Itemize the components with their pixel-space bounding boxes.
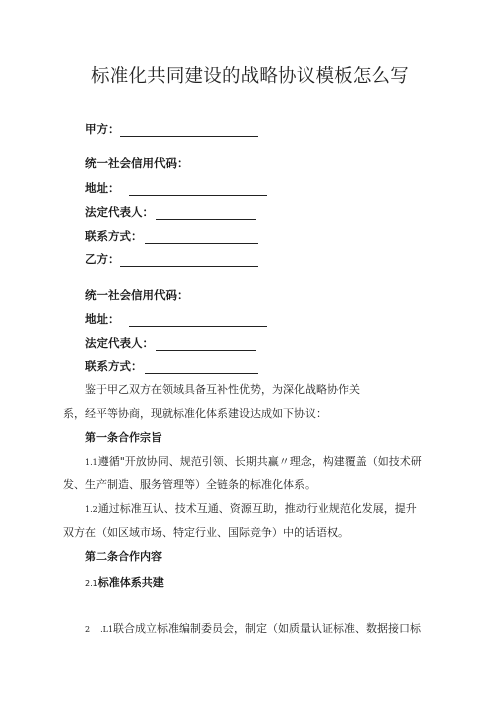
party-b-contact-blank[interactable] (145, 360, 258, 374)
article-2-heading: 第二条合作内容 (85, 550, 162, 563)
intro-line-2: 系，经平等协商，现就标准化体系建设达成如下协议： (63, 407, 327, 420)
party-b-credit-label: 统一社会信用代码： (85, 288, 189, 302)
party-a-contact-label: 联系方式： (85, 229, 143, 243)
article-1-p2-line-1 (85, 500, 417, 516)
party-a-rep-blank[interactable] (156, 206, 256, 220)
document-title: 标准化共同建设的战略协议模板怎么写 (91, 66, 409, 87)
party-b-address-blank[interactable] (129, 313, 267, 327)
party-a-credit-label: 统一社会信用代码： (85, 156, 189, 170)
party-a-credit-row (85, 155, 189, 171)
clause-text: 联合成立标准编制委员会，制定（如质量认证标准、数据接口标 (113, 622, 422, 635)
party-a-contact-row (85, 228, 258, 244)
article-1-p1-line-2: 发、生产制造、服务管理等）全链条的标准化体系。 (63, 478, 316, 491)
party-b-rep-blank[interactable] (156, 337, 256, 351)
party-a-rep-row (85, 204, 256, 220)
clause-number: 2 (85, 625, 91, 634)
party-a-label: 甲方： (85, 122, 120, 136)
clause-text: 通过标准互认、技术互通、资源互助，推动行业规范化发展，提升 (97, 502, 417, 515)
article-2-p-line-1 (85, 620, 421, 636)
party-b-rep-row (85, 335, 256, 351)
party-a-row (85, 121, 258, 137)
party-b-label: 乙方： (85, 252, 120, 266)
article-2-1-heading (85, 574, 164, 590)
party-a-rep-label: 法定代表人： (85, 205, 154, 219)
party-b-contact-row (85, 358, 258, 374)
article-1-p2-line-2: 双方在（如区域市场、特定行业、国际竞争）中的话语权。 (63, 526, 349, 539)
party-a-contact-blank[interactable] (145, 230, 258, 244)
clause-number: 2.1 (85, 579, 98, 588)
article-1-p1-line-1 (85, 453, 422, 469)
party-b-rep-label: 法定代表人： (85, 336, 154, 350)
party-b-credit-row (85, 287, 189, 303)
clause-number: .L1 (100, 625, 114, 634)
intro-line-1: 鉴于甲乙双方在领域具备互补性优势，为深化战略协作关 (85, 383, 360, 396)
party-a-blank[interactable] (120, 123, 258, 137)
clause-number: 1.2 (85, 505, 98, 514)
party-b-address-row (85, 311, 267, 327)
party-a-address-label: 地址： (85, 181, 120, 195)
clause-number: 1.1 (85, 458, 98, 467)
party-b-contact-label: 联系方式： (85, 359, 143, 373)
party-b-blank[interactable] (120, 253, 258, 267)
clause-text: 遵循"开放协同、规范引领、长期共赢〃理念，构建覆盖（如技术研 (97, 455, 422, 468)
party-b-address-label: 地址： (85, 312, 120, 326)
party-a-address-blank[interactable] (129, 182, 267, 196)
clause-title: 标准体系共建 (97, 576, 164, 589)
party-b-row (85, 251, 258, 267)
party-a-address-row (85, 180, 267, 196)
article-1-heading: 第一条合作宗旨 (85, 431, 162, 444)
